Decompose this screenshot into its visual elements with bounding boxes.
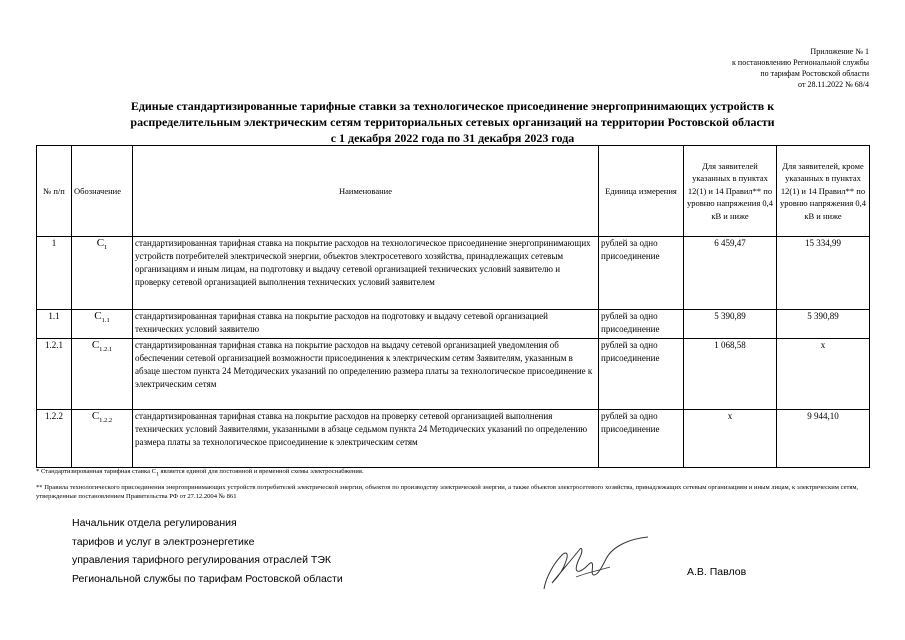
rate-symbol: C	[91, 339, 100, 351]
row-num: 1	[37, 237, 72, 310]
appendix-line: по тарифам Ростовской области	[760, 69, 869, 78]
table-row	[37, 237, 870, 310]
appendix-line: от 28.11.2022 № 68/4	[798, 80, 869, 89]
position-line: Региональной службы по тарифам Ростовской области	[72, 572, 343, 585]
row-value-12-1: 5 390,89	[684, 310, 777, 339]
table-row	[37, 339, 870, 410]
header-applicants-other: Для заявителей, кроме указанных в пунктах 12(1) и 14 Правил** по уровню напряжения 0,4 кВ и ниже	[777, 146, 870, 237]
row-num: 1.2.1	[37, 339, 72, 410]
header-designation: Обозначение	[72, 146, 133, 237]
row-value-other: 9 944,10	[777, 410, 870, 468]
row-value-12-1: х	[684, 410, 777, 468]
position-line: тарифов и услуг в электроэнергетике	[72, 535, 255, 548]
footnotes	[36, 467, 876, 505]
table-header-row	[37, 146, 870, 237]
row-designation	[72, 410, 133, 468]
rate-subscript: 1.2.2	[99, 417, 113, 425]
rate-symbol: C	[96, 237, 105, 249]
table-row	[37, 310, 870, 339]
appendix-line: Приложение № 1	[810, 47, 869, 56]
position-line: Начальник отдела регулирования	[72, 517, 237, 529]
position-line: управления тарифного регулирования отраслей ТЭК	[72, 554, 331, 566]
rate-symbol: C	[94, 310, 102, 322]
table-row	[37, 410, 870, 468]
row-unit: рублей за одно присоединение	[599, 310, 684, 339]
rate-subscript: 1	[104, 244, 108, 252]
header-name: Наименование	[133, 146, 599, 237]
title-line: распределительным электрическим сетям территориальных сетевых организаций на территории Ростовской области	[130, 115, 775, 129]
header-unit: Единица измерения	[599, 146, 684, 237]
footnote-rules: ** Правила технологического присоединения энергопринимающих устройств потребителей электрической энергии, объектов по производству электрической энергии, а также объектов электросетевого хозяйства, принадлежащих сетевым организациям и иным лицам, к электрическим сетям, утвержденные постановлением Правительства РФ от 27.12.2004 № 861	[36, 483, 859, 501]
row-name: стандартизированная тарифная ставка на покрытие расходов на технологическое присоединение энергопринимающих устройств потребителей электрической энергии, объектов электросетевого хозяйства, принадлежащих сетевым организациям и иным лицам, на подготовку и выдачу сетевой организацией технических условий заявителю и проверку сетевой организацией выполнения технических условий заявителем	[133, 237, 599, 310]
signer-name: А.В. Павлов	[687, 566, 747, 578]
footnote-subscript: 1	[156, 471, 159, 478]
signatory-position	[72, 514, 343, 588]
row-value-12-1: 6 459,47	[684, 237, 777, 310]
row-name: стандартизированная тарифная ставка на покрытие расходов на подготовку и выдачу сетевой организацией технических условий заявителю	[133, 310, 599, 339]
appendix-line: к постановлению Региональной службы	[732, 58, 869, 67]
row-unit: рублей за одно присоединение	[599, 339, 684, 410]
row-designation	[72, 237, 133, 310]
footnote-text: * Стандартизированная тарифная ставка C	[36, 468, 157, 475]
row-num: 1.1	[37, 310, 72, 339]
row-value-other: 15 334,99	[777, 237, 870, 310]
row-designation	[72, 339, 133, 410]
row-name: стандартизированная тарифная ставка на покрытие расходов на выдачу сетевой организацией уведомления об обеспечении сетевой организацией возможности присоединения к электрическим сетям Заявителям, указанным в абзаце шестом пункта 24 Методических указаний по определению размера платы за технологическое присоединение к электрическим сетям	[133, 339, 599, 410]
row-designation	[72, 310, 133, 339]
handwritten-signature	[536, 533, 666, 593]
title-line: Единые стандартизированные тарифные ставки за технологическое присоединение энергопринимающих устройств к	[130, 99, 775, 113]
document-title	[36, 98, 869, 146]
header-num: № п/п	[37, 146, 72, 237]
row-num: 1.2.2	[37, 410, 72, 468]
row-value-12-1: 1 068,58	[684, 339, 777, 410]
rate-subscript: 1.1	[101, 317, 110, 325]
row-value-other: х	[777, 339, 870, 410]
appendix-header	[732, 46, 869, 90]
row-name: стандартизированная тарифная ставка на покрытие расходов на проверку сетевой организацией выполнения технических условий Заявителями, указанными в абзаце седьмом пункта 24 Методических указаний по определению размера платы за технологическое присоединение к электрическим сетям	[133, 410, 599, 468]
footnote-text: является единой для постоянной и временной схемы электроснабжения.	[158, 468, 364, 475]
rate-subscript: 1.2.1	[99, 346, 113, 354]
title-line: с 1 декабря 2022 года по 31 декабря 2023 года	[330, 131, 575, 145]
tariff-table	[36, 145, 870, 468]
row-unit: рублей за одно присоединение	[599, 410, 684, 468]
row-value-other: 5 390,89	[777, 310, 870, 339]
rate-symbol: C	[91, 410, 100, 422]
row-unit: рублей за одно присоединение	[599, 237, 684, 310]
header-applicants-12-1: Для заявителей указанных в пунктах 12(1) и 14 Правил** по уровню напряжения 0,4 кВ и ниже	[684, 146, 777, 237]
footnote-single-rate	[36, 467, 876, 480]
